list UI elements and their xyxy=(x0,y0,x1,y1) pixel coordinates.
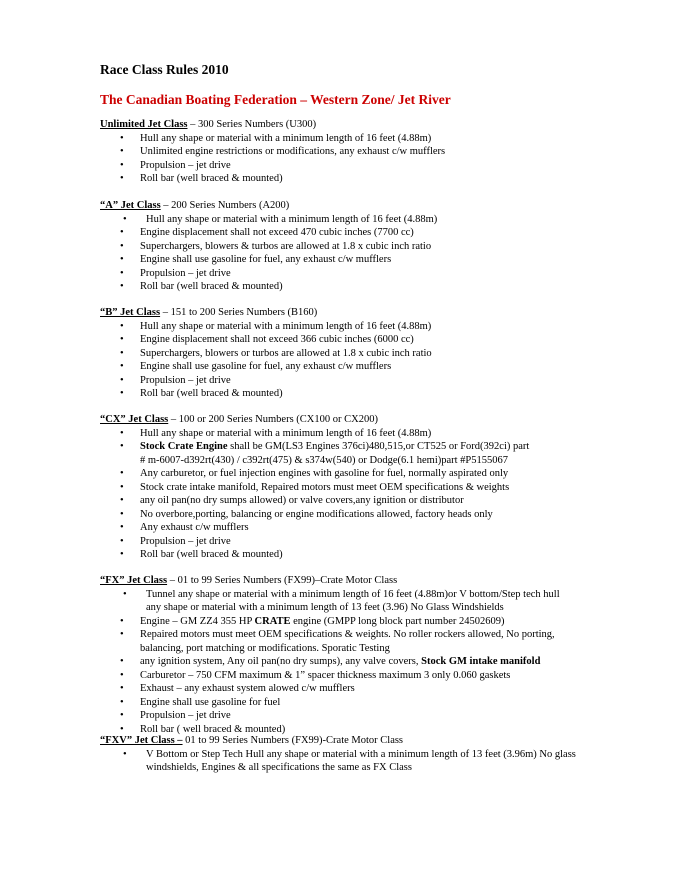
rule-item: • Any carburetor, or fuel injection engines with gasoline for fuel, normally aspirated only xyxy=(100,467,670,481)
rule-item: • Any exhaust c/w mufflers xyxy=(100,521,670,535)
rule-item: • Roll bar (well braced & mounted) xyxy=(100,172,670,186)
rule-item: • Hull any shape or material with a minimum length of 16 feet (4.88m) xyxy=(100,213,670,227)
section-a-jet-class xyxy=(100,199,670,294)
document-title: Race Class Rules 2010 xyxy=(100,62,229,77)
class-detail: – 151 to 200 Series Numbers (B160) xyxy=(160,307,318,318)
rule-list xyxy=(100,588,670,737)
rule-item: • Propulsion – jet drive xyxy=(100,709,670,723)
document-subtitle: The Canadian Boating Federation – Western Zone/ Jet River xyxy=(100,92,451,107)
section-heading xyxy=(100,574,670,588)
class-name: Unlimited Jet Class xyxy=(100,119,188,130)
section-heading xyxy=(100,306,670,320)
rule-item: • V Bottom or Step Tech Hull any shape or material with a minimum length of 13 feet (3.96m) No glass windshields, Engines & all specifications the same as FX Class xyxy=(100,748,586,775)
section-unlimited-jet-class xyxy=(100,118,670,186)
rule-item: • Superchargers, blowers & turbos are allowed at 1.8 x cubic inch ratio xyxy=(100,240,670,254)
class-detail: – 300 Series Numbers (U300) xyxy=(187,119,317,130)
crate-label: CRATE xyxy=(254,615,291,627)
rule-item: • Engine shall use gasoline for fuel, any exhaust c/w mufflers xyxy=(100,360,670,374)
class-detail: – 200 Series Numbers (A200) xyxy=(160,200,290,211)
rule-item: • Tunnel any shape or material with a minimum length of 16 feet (4.88m)or V bottom/Step tech hull any shape or material with a minimum length of 13 feet (3.96) No Glass Windshields xyxy=(100,588,566,615)
class-detail: 01 to 99 Series Numbers (FX99)-Crate Motor Class xyxy=(182,735,404,746)
section-heading xyxy=(100,199,670,213)
stock-crate-engine-label: Stock Crate Engine xyxy=(140,441,228,452)
engine-part-text: engine (GMPP long block part number 24502609) xyxy=(290,615,505,627)
rule-list xyxy=(100,320,670,401)
section-fxv-jet-class xyxy=(100,734,670,775)
section-heading xyxy=(100,118,670,132)
rule-item: • Superchargers, blowers or turbos are allowed at 1.8 x cubic inch ratio xyxy=(100,347,670,361)
class-name: “B” Jet Class xyxy=(100,307,161,318)
class-detail: – 100 or 200 Series Numbers (CX100 or CX200) xyxy=(168,414,378,425)
rule-item: • Hull any shape or material with a minimum length of 16 feet (4.88m) xyxy=(100,132,670,146)
rule-item: • Propulsion – jet drive xyxy=(100,159,670,173)
intake-manifold-label: Stock GM intake manifold xyxy=(421,656,541,667)
rule-item: • Roll bar (well braced & mounted) xyxy=(100,280,670,294)
rule-list xyxy=(100,132,670,186)
rule-item: • Hull any shape or material with a minimum length of 16 feet (4.88m) xyxy=(100,320,670,334)
rule-item: • Propulsion – jet drive xyxy=(100,267,670,281)
rule-item: • Roll bar (well braced & mounted) xyxy=(100,387,670,401)
rule-item: • Roll bar ( well braced & mounted) xyxy=(100,723,670,737)
rule-item xyxy=(100,615,670,629)
rule-item: • Propulsion – jet drive xyxy=(100,374,670,388)
rule-item: • Stock crate intake manifold, Repaired motors must meet OEM specifications & weights xyxy=(100,481,670,495)
rule-item: • Exhaust – any exhaust system alowed c/w mufflers xyxy=(100,682,670,696)
rule-item: • Engine shall use gasoline for fuel, any exhaust c/w mufflers xyxy=(100,253,670,267)
section-fx-jet-class xyxy=(100,574,670,736)
rule-list xyxy=(100,748,670,775)
rule-item: • Carburetor – 750 CFM maximum & 1” spacer thickness maximum 3 only 0.060 gaskets xyxy=(100,669,670,683)
class-name: “FXV” Jet Class – xyxy=(100,735,183,746)
rule-item: • Roll bar (well braced & mounted) xyxy=(100,548,670,562)
section-b-jet-class xyxy=(100,306,670,401)
rule-item: • Unlimited engine restrictions or modifications, any exhaust c/w mufflers xyxy=(100,145,670,159)
class-name: “CX” Jet Class xyxy=(100,414,169,425)
section-heading xyxy=(100,734,670,748)
engine-text: Engine – GM ZZ4 355 HP xyxy=(140,615,255,627)
rule-item xyxy=(100,655,670,669)
rule-item: • No overbore,porting, balancing or engine modifications allowed, factory heads only xyxy=(100,508,670,522)
rule-list xyxy=(100,427,670,562)
rule-item: • Propulsion – jet drive xyxy=(100,535,670,549)
rule-item: • Engine displacement shall not exceed 366 cubic inches (6000 cc) xyxy=(100,333,670,347)
rule-item: • any oil pan(no dry sumps allowed) or valve covers,any ignition or distributor xyxy=(100,494,670,508)
rule-item: • Engine displacement shall not exceed 470 cubic inches (7700 cc) xyxy=(100,226,670,240)
rule-list xyxy=(100,213,670,294)
class-name: “A” Jet Class xyxy=(100,200,161,211)
section-cx-jet-class xyxy=(100,413,670,562)
rule-item: • Engine shall use gasoline for fuel xyxy=(100,696,670,710)
ignition-text: any ignition system, Any oil pan(no dry sumps), any valve covers, xyxy=(140,656,422,667)
rule-item: • Repaired motors must meet OEM specifications & weights. No roller rockers allowed, No porting, balancing, port matching or modifications. Sporatic Testing xyxy=(100,628,555,655)
engine-spec-text: shall be GM(LS3 Engines 376ci)480,515,or CT525 or Ford(392ci) part # m-6007-d392rt(430) / c392rt(475) & s374w(540) or Dodge(6.1 hemi)part #P5155067 xyxy=(140,441,530,466)
section-heading xyxy=(100,413,670,427)
class-detail: – 01 to 99 Series Numbers (FX99)–Crate Motor Class xyxy=(167,575,398,586)
class-name: “FX” Jet Class xyxy=(100,575,168,586)
rule-item xyxy=(100,440,530,467)
rule-item: • Hull any shape or material with a minimum length of 16 feet (4.88m) xyxy=(100,427,670,441)
